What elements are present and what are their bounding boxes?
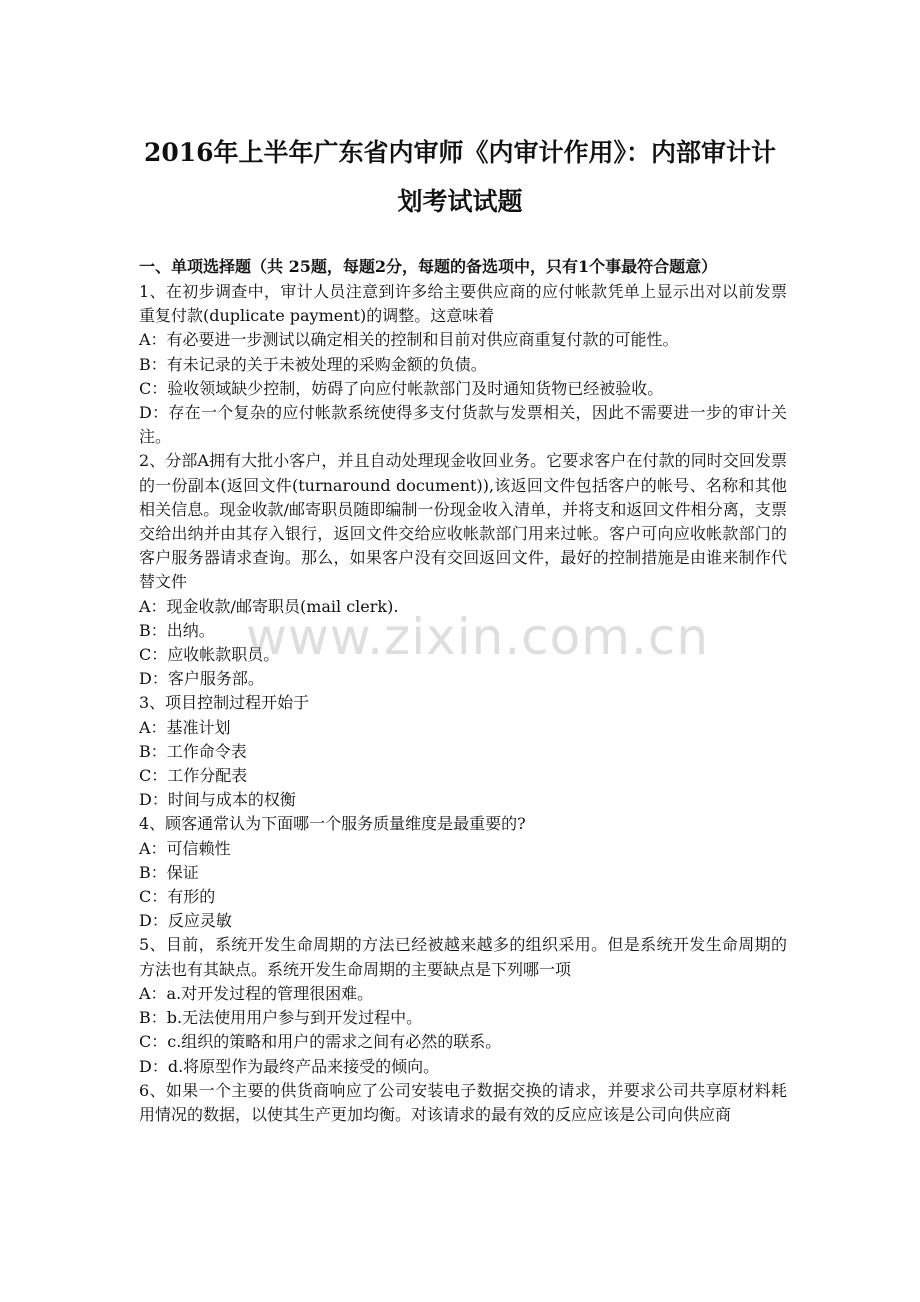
question-1-option-a: A：有必要进一步测试以确定相关的控制和目前对供应商重复付款的可能性。 <box>139 330 679 350</box>
question-4-option-a: A：可信赖性 <box>139 838 231 858</box>
question-2-option-a: A：现金收款/邮寄职员(mail clerk). <box>139 596 399 616</box>
question-4-option-c: C：有形的 <box>139 887 216 907</box>
question-5-option-a: A：a.对开发过程的管理很困难。 <box>139 983 374 1003</box>
question-4-option-d: D：反应灵敏 <box>139 911 232 931</box>
question-1-option-b: B：有未记录的关于未被处理的采购金额的负债。 <box>139 354 487 374</box>
question-5-option-c: C：c.组织的策略和用户的需求之间有必然的联系。 <box>139 1032 502 1052</box>
question-1-stem: 1、在初步调查中，审计人员注意到许多给主要供应商的应付帐款凭单上显示出对以前发票重复付款(duplicate payment)的调整。这意味着 <box>139 282 787 326</box>
document-title-line-2: 划考试试题 <box>397 187 523 216</box>
question-4-option-b: B：保证 <box>139 862 199 882</box>
question-5-stem: 5、目前，系统开发生命周期的方法已经被越来越多的组织采用。但是系统开发生命周期的方法也有其缺点。系统开发生命周期的主要缺点是下列哪一项 <box>139 935 787 979</box>
document-title-line-1: 2016年上半年广东省内审师《内审计作用》：内部审计计 <box>143 138 777 167</box>
question-6-stem: 6、如果一个主要的供货商响应了公司安装电子数据交换的请求，并要求公司共享原材料耗用情况的数据，以使其生产更加均衡。对该请求的最有效的反应应该是公司向供应商 <box>139 1080 787 1124</box>
question-1-option-c: C：验收领域缺少控制，妨碍了向应付帐款部门及时通知货物已经被验收。 <box>139 378 664 398</box>
question-3-option-b: B：工作命令表 <box>139 741 247 761</box>
watermark: www.zixin.com.cn <box>246 608 710 666</box>
document-body <box>139 256 787 1127</box>
question-1-option-d: D：存在一个复杂的应付帐款系统使得多支付货款与发票相关，因此不需要进一步的审计关注。 <box>139 403 787 447</box>
question-2-option-d: D：客户服务部。 <box>139 669 264 689</box>
question-3-stem: 3、项目控制过程开始于 <box>139 693 310 713</box>
question-2-option-b: B：出纳。 <box>139 620 215 640</box>
question-5-option-d: D：d.将原型作为最终产品来接受的倾向。 <box>139 1056 440 1076</box>
question-3-option-a: A：基准计划 <box>139 717 231 737</box>
question-3-option-c: C：工作分配表 <box>139 766 248 786</box>
question-2-option-c: C：应收帐款职员。 <box>139 645 280 665</box>
question-5-option-b: B：b.无法使用用户参与到开发过程中。 <box>139 1008 423 1028</box>
question-3-option-d: D：时间与成本的权衡 <box>139 790 296 810</box>
question-4-stem: 4、顾客通常认为下面哪一个服务质量维度是最重要的? <box>139 814 526 834</box>
question-2-stem: 2、分部A拥有大批小客户，并且自动处理现金收回业务。它要求客户在付款的同时交回发票的一份副本(返回文件(turnaround document)),该返回文件包括客户的帐号、名称和其他相关信息。现金收款/邮寄职员随即编制一份现金收入清单，并将支和返回文件相分离，支票交给出纳并由其存入银行，返回文件交给应收帐款部门用来过帐。客户可向应收帐款部门的客户服务器请求查询。那么，如果客户没有交回返回文件，最好的控制措施是由谁来制作代替文件 <box>139 451 787 592</box>
section-heading: 一、单项选择题（共 25题，每题2分，每题的备选项中，只有1个事最符合题意） <box>139 257 718 276</box>
